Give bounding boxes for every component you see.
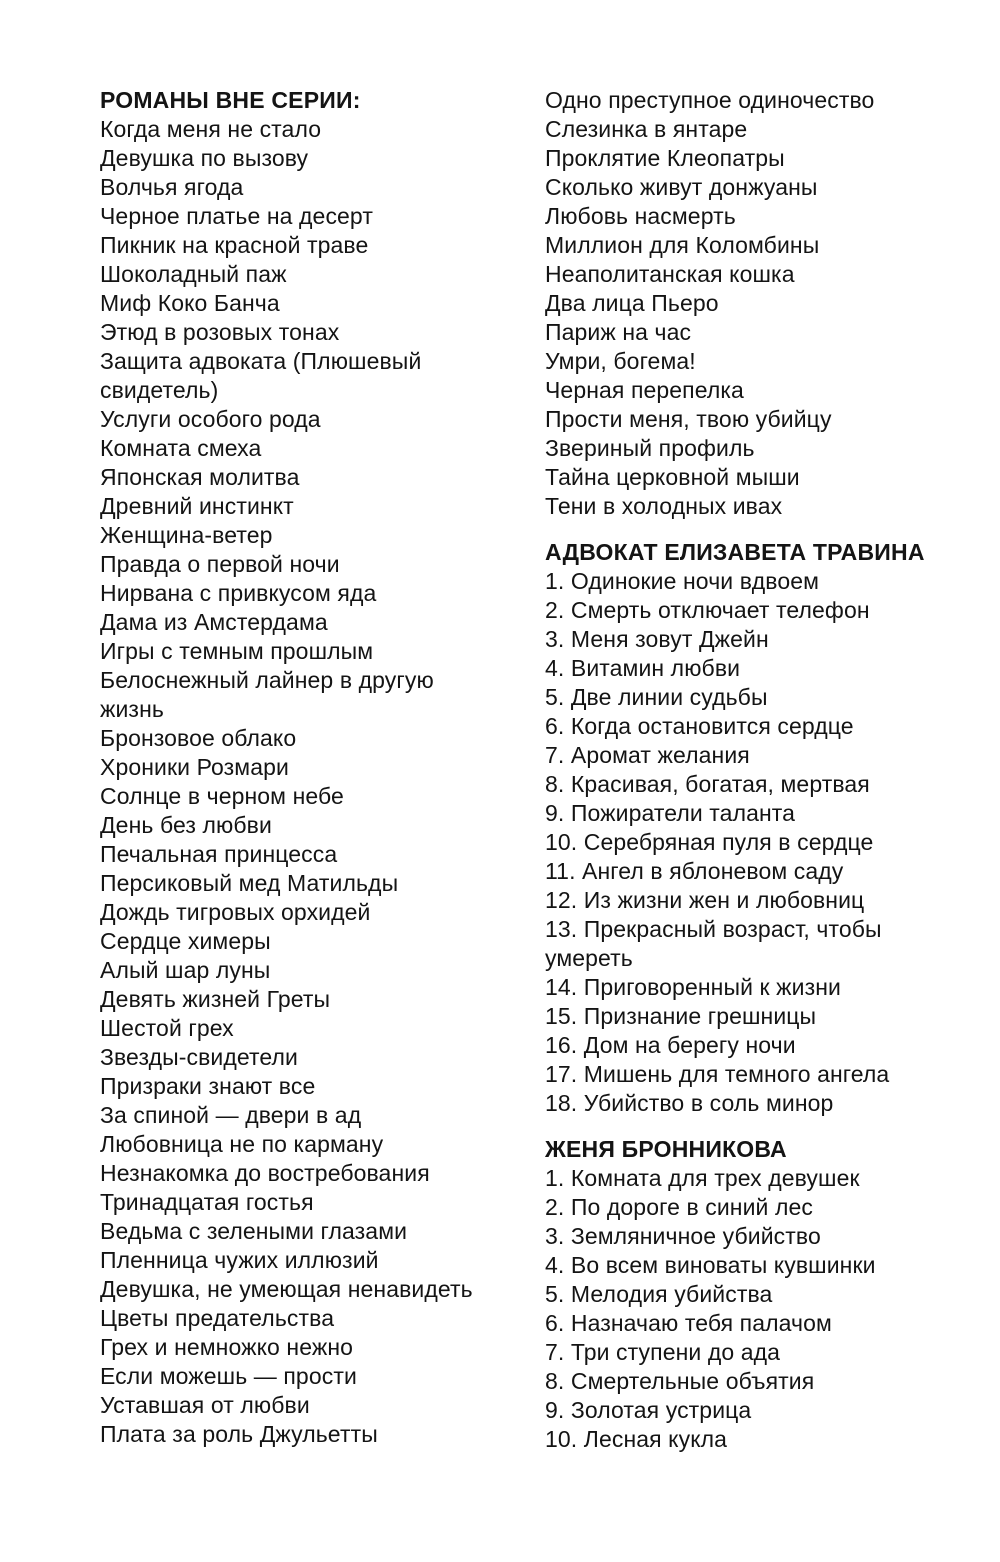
book-title: Тени в холодных ивах — [545, 493, 783, 519]
book-title: Призраки знают все — [100, 1073, 316, 1099]
book-title: Девушка, не умеющая ненавидеть — [100, 1276, 473, 1302]
book-title: 14. Приговоренный к жизни — [545, 974, 841, 1000]
book-title: Пленница чужих иллюзий — [100, 1247, 379, 1273]
book-title: Тринадцатая гостья — [100, 1189, 314, 1215]
book-title: Печальная принцесса — [100, 841, 338, 867]
book-title: Проклятие Клеопатры — [545, 145, 785, 171]
book-title: Алый шар луны — [100, 957, 271, 983]
book-title: 8. Красивая, богатая, мертвая — [545, 771, 870, 797]
book-title: Париж на час — [545, 319, 692, 345]
book-title: Когда меня не стало — [100, 116, 322, 142]
book-title: Правда о первой ночи — [100, 551, 340, 577]
book-section — [545, 538, 943, 1118]
book-title: 5. Две линии судьбы — [545, 684, 768, 710]
book-title: Любовница не по карману — [100, 1131, 384, 1157]
book-title: Игры с темным прошлым — [100, 638, 374, 664]
book-title: 16. Дом на берегу ночи — [545, 1032, 796, 1058]
book-title: Тайна церковной мыши — [545, 464, 800, 490]
book-title: Грех и немножко нежно — [100, 1334, 354, 1360]
book-title: Миллион для Коломбины — [545, 232, 820, 258]
book-title: Древний инстинкт — [100, 493, 294, 519]
book-title: Девять жизней Греты — [100, 986, 331, 1012]
book-title: Комната смеха — [100, 435, 262, 461]
book-title: Нирвана с привкусом яда — [100, 580, 377, 606]
book-title: Прости меня, твою убийцу — [545, 406, 832, 432]
left-column — [100, 86, 478, 1454]
book-title: Белоснежный лайнер в другую жизнь — [100, 667, 434, 722]
book-title: Волчья ягода — [100, 174, 244, 200]
book-section — [100, 86, 478, 1449]
book-title: 10. Серебряная пуля в сердце — [545, 829, 874, 855]
book-title: 2. Смерть отключает телефон — [545, 597, 870, 623]
book-title: Сердце химеры — [100, 928, 271, 954]
book-title: Плата за роль Джульетты — [100, 1421, 378, 1447]
book-title: Одно преступное одиночество — [545, 87, 875, 113]
book-title: 8. Смертельные объятия — [545, 1368, 815, 1394]
book-title: Незнакомка до востребования — [100, 1160, 430, 1186]
book-title: 7. Три ступени до ада — [545, 1339, 781, 1365]
book-title: 1. Одинокие ночи вдвоем — [545, 568, 820, 594]
book-title: 10. Лесная кукла — [545, 1426, 728, 1452]
book-title: Слезинка в янтаре — [545, 116, 748, 142]
book-title: Два лица Пьеро — [545, 290, 719, 316]
book-section — [545, 1135, 943, 1454]
book-title: Неаполитанская кошка — [545, 261, 795, 287]
book-title: Звериный профиль — [545, 435, 755, 461]
book-title: Бронзовое облако — [100, 725, 297, 751]
book-title: Хроники Розмари — [100, 754, 289, 780]
book-title: Персиковый мед Матильды — [100, 870, 399, 896]
book-title: 7. Аромат желания — [545, 742, 750, 768]
section-header: АДВОКАТ ЕЛИЗАВЕТА ТРАВИНА — [545, 539, 925, 565]
book-title: Солнце в черном небе — [100, 783, 344, 809]
book-title: Сколько живут донжуаны — [545, 174, 818, 200]
book-title: Женщина-ветер — [100, 522, 273, 548]
book-title: Ведьма с зелеными глазами — [100, 1218, 408, 1244]
book-title: 6. Когда остановится сердце — [545, 713, 854, 739]
book-title: 6. Назначаю тебя палачом — [545, 1310, 832, 1336]
book-title: Если можешь — прости — [100, 1363, 357, 1389]
book-title: За спиной — двери в ад — [100, 1102, 362, 1128]
book-title: 3. Меня зовут Джейн — [545, 626, 769, 652]
book-title: Умри, богема! — [545, 348, 696, 374]
book-title: Японская молитва — [100, 464, 300, 490]
book-title: Шестой грех — [100, 1015, 234, 1041]
book-title: 4. Во всем виноваты кувшинки — [545, 1252, 876, 1278]
book-title: Черное платье на десерт — [100, 203, 373, 229]
book-title: 17. Мишень для темного ангела — [545, 1061, 890, 1087]
book-title: Услуги особого рода — [100, 406, 321, 432]
book-title: Дама из Амстердама — [100, 609, 328, 635]
book-title: Цветы предательства — [100, 1305, 335, 1331]
book-title: 3. Земляничное убийство — [545, 1223, 821, 1249]
book-title: День без любви — [100, 812, 272, 838]
book-section — [545, 86, 943, 521]
book-title: 4. Витамин любви — [545, 655, 741, 681]
book-title: 15. Признание грешницы — [545, 1003, 817, 1029]
book-title: Звезды-свидетели — [100, 1044, 298, 1070]
book-title: 5. Мелодия убийства — [545, 1281, 773, 1307]
book-title: Уставшая от любви — [100, 1392, 310, 1418]
book-title: Защита адвоката (Плюшевый свидетель) — [100, 348, 422, 403]
book-title: Пикник на красной траве — [100, 232, 369, 258]
book-title: Девушка по вызову — [100, 145, 309, 171]
book-title: 13. Прекрасный возраст, чтобы умереть — [545, 916, 882, 971]
book-title: 18. Убийство в соль минор — [545, 1090, 834, 1116]
book-title: Черная перепелка — [545, 377, 744, 403]
book-title: Этюд в розовых тонах — [100, 319, 340, 345]
right-column — [545, 86, 943, 1454]
book-title: 9. Золотая устрица — [545, 1397, 752, 1423]
book-title: 2. По дороге в синий лес — [545, 1194, 814, 1220]
book-title: 12. Из жизни жен и любовниц — [545, 887, 865, 913]
book-title: Миф Коко Банча — [100, 290, 280, 316]
book-title: 1. Комната для трех девушек — [545, 1165, 860, 1191]
book-title: Любовь насмерть — [545, 203, 736, 229]
book-title: 9. Пожиратели таланта — [545, 800, 796, 826]
book-title: 11. Ангел в яблоневом саду — [545, 858, 844, 884]
section-header: РОМАНЫ ВНЕ СЕРИИ: — [100, 87, 361, 113]
book-title: Шоколадный паж — [100, 261, 287, 287]
section-header: ЖЕНЯ БРОННИКОВА — [545, 1136, 787, 1162]
book-title: Дождь тигровых орхидей — [100, 899, 371, 925]
